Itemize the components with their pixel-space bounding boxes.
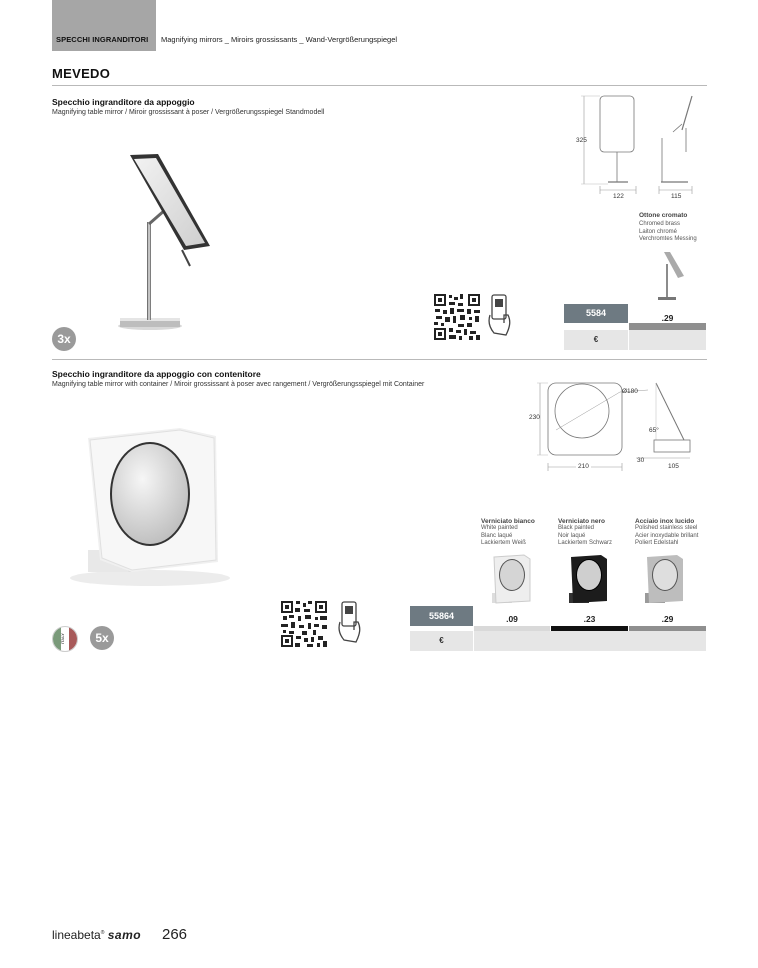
dim-angle: 65° <box>649 427 659 434</box>
product2-subtitle: Magnifying table mirror with container / Miroir grossissant à poser avec rangement / Vergrößerungsspiegel mit Container <box>52 381 425 388</box>
product1-subtitle: Magnifying table mirror / Miroir grossissant à poser / Vergrößerungsspiegel Standmodell <box>52 109 325 116</box>
product1-photo <box>110 150 220 335</box>
section-subtitle: Magnifying mirrors _ Miroirs grossissants _ Wand-Vergrößerungspiegel <box>161 35 398 44</box>
magnification-badge: 5x <box>90 626 114 650</box>
footer-brand-prefix: lineabeta <box>52 928 101 942</box>
dim-diameter: Ø180 <box>622 388 638 395</box>
product1-finish-bar <box>629 323 706 330</box>
smartphone-scan-icon <box>336 600 364 644</box>
product2-currency: € <box>410 631 473 651</box>
made-in-italy-badge <box>52 626 78 652</box>
dim-width: 122 <box>613 193 624 200</box>
brand-title: MEVEDO <box>52 66 111 81</box>
dim-depth: 105 <box>668 463 679 470</box>
page-number: 266 <box>162 926 188 943</box>
product2-price-black: .23 <box>583 614 596 624</box>
product1-finish-thumbnail <box>650 250 690 302</box>
dim-base: 30 <box>637 457 645 464</box>
product1-price-cell <box>629 330 706 350</box>
product2-code: 55864 <box>410 606 473 626</box>
product1-finish-lines: Chromed brass Laiton chromé Verchromtes Messing <box>639 221 697 243</box>
finish-black-thumbnail <box>565 553 611 605</box>
divider <box>52 85 707 86</box>
finish-desc: White painted Blanc laqué Lackiertem Weiß <box>481 525 526 547</box>
finish-white <box>481 518 553 548</box>
finish-title: Verniciato bianco <box>481 518 535 525</box>
finish-white-thumbnail <box>488 553 534 605</box>
dim-width: 210 <box>578 463 589 470</box>
finish-desc: Black painted Noir laqué Lackiertem Schwarz <box>558 525 613 547</box>
product2-photo <box>60 420 230 600</box>
product1-title: Specchio ingranditore da appoggio <box>52 97 195 107</box>
footer-brand: lineabeta® samo <box>52 928 142 942</box>
dim-height: 325 <box>576 137 587 144</box>
product2-price-steel: .29 <box>661 614 674 624</box>
product1-currency: € <box>564 330 628 350</box>
product1-code: 5584 <box>564 304 628 323</box>
product1-finish-title: Ottone cromato <box>639 212 688 219</box>
origin-label: ITALY <box>59 633 65 644</box>
product1-technical-drawing <box>570 90 710 205</box>
finish-black <box>558 518 632 548</box>
finish-title: Acciaio inox lucido <box>635 518 695 525</box>
dim-height: 230 <box>529 414 540 421</box>
section-label: SPECCHI INGRANDITORI <box>56 35 149 44</box>
footer-brand-name: samo <box>107 928 142 942</box>
finish-title: Verniciato nero <box>558 518 605 525</box>
product2-qr-code[interactable] <box>280 600 328 648</box>
finish-steel <box>635 518 709 548</box>
dim-depth: 115 <box>671 193 682 200</box>
product2-price-white: .09 <box>506 614 518 624</box>
finish-steel-thumbnail <box>641 553 687 605</box>
product2-technical-drawing <box>530 378 700 473</box>
divider <box>52 359 707 360</box>
product1-qr-code[interactable] <box>433 293 481 341</box>
product1-price: .29 <box>661 313 674 323</box>
smartphone-scan-icon <box>486 293 514 337</box>
finish-desc: Polished stainless steel Acier inoxydable brillant Poliert Edelstahl <box>635 525 699 547</box>
product2-price-row <box>474 631 706 651</box>
magnification-badge: 3x <box>52 327 76 351</box>
product2-title: Specchio ingranditore da appoggio con contenitore <box>52 369 261 379</box>
